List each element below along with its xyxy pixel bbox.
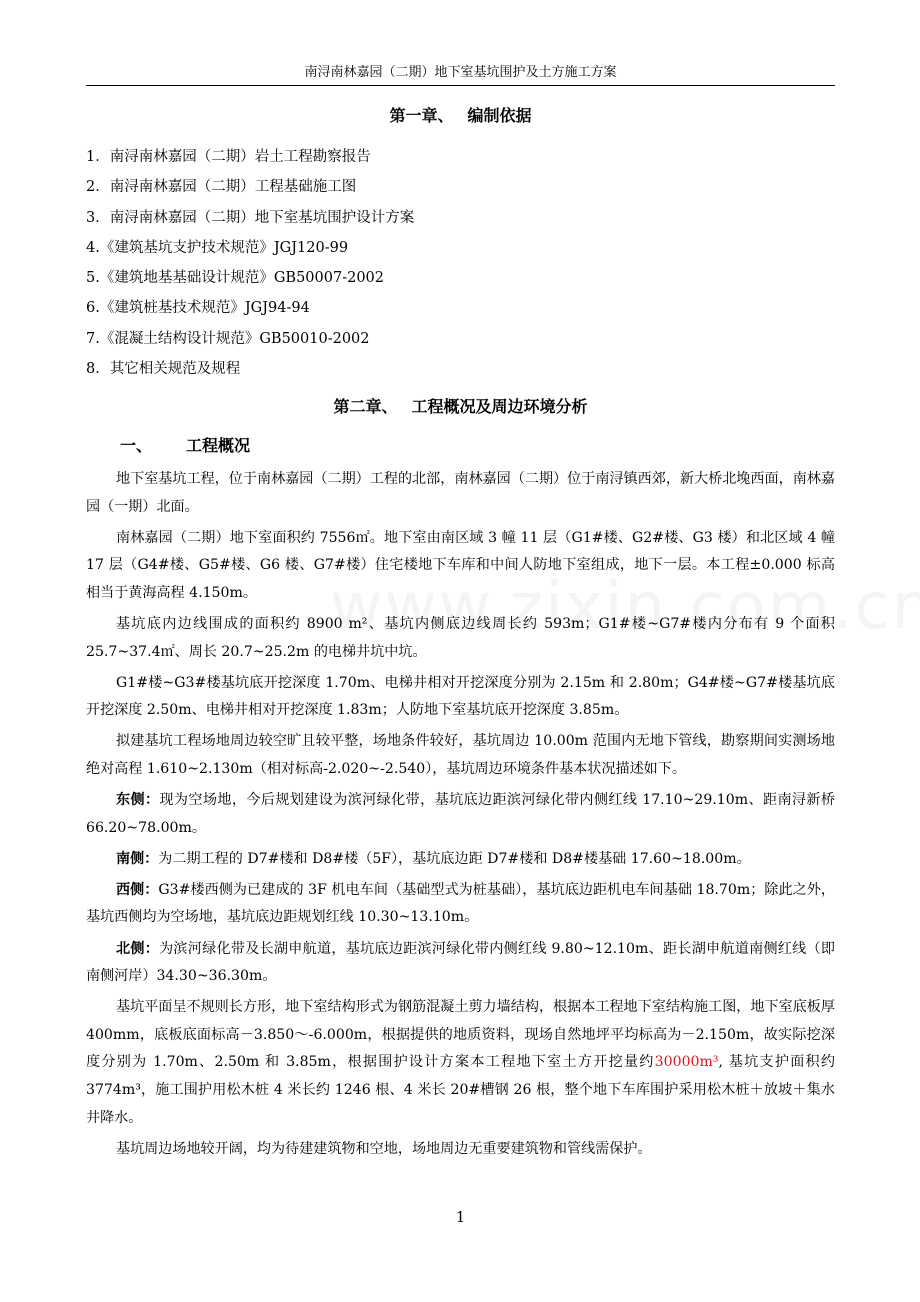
page-number: 1 xyxy=(455,1208,466,1226)
paragraph-east-side xyxy=(86,787,835,842)
reference-item: 2．南浔南林嘉园（二期）工程基础施工图 xyxy=(86,179,357,196)
south-side-label: 南侧： xyxy=(116,850,159,867)
excavation-volume: 30000m³ xyxy=(654,1054,719,1071)
chapter-1-number: 第一章、 xyxy=(389,106,454,125)
paragraph-site: 拟建基坑工程场地周边较空旷且较平整，场地条件较好，基坑周边 10.00m 范围内无地下管线，勘察期间实测场地绝对高程 1.610~2.130m（相对标高-2.020~-2.540），基坑周边环境条件基本状况描述如下。 xyxy=(86,733,835,777)
body-text xyxy=(86,466,835,1163)
north-side-label: 北侧： xyxy=(116,940,160,957)
chapter-2-heading xyxy=(86,395,835,419)
east-side-label: 东侧： xyxy=(116,792,160,809)
north-side-text: 为滨河绿化带及长湖申航道，基坑底边距滨河绿化带内侧红线 9.80~12.10m、距长湖申航道南侧红线（即南侧河岸）34.30~36.30m。 xyxy=(86,940,835,985)
section-1-heading xyxy=(120,434,250,458)
running-header: 南浔南林嘉园（二期）地下室基坑围护及土方施工方案 xyxy=(304,65,617,80)
west-side-label: 西侧： xyxy=(116,881,159,898)
west-side-text: G3#楼西侧为已建成的 3F 机电车间（基础型式为桩基础），基坑底边距机电车间基础 18.70m；除此之外，基坑西侧均为空场地，基坑底边距规划红线 10.30~13.10m。 xyxy=(86,881,835,926)
paragraph-surroundings: 基坑周边场地较开阔，均为待建建筑物和空地，场地周边无重要建筑物和管线需保护。 xyxy=(116,1140,652,1157)
reference-item: 7.《混凝土结构设计规范》GB50010-2002 xyxy=(86,330,370,347)
paragraph-structure xyxy=(86,994,835,1132)
section-1-number: 一、 xyxy=(120,436,153,455)
chapter-2-number: 第二章、 xyxy=(333,397,398,416)
chapter-2-title: 工程概况及周边环境分析 xyxy=(411,397,588,416)
chapter-1-title: 编制依据 xyxy=(467,106,532,125)
reference-item: 6.《建筑桩基技术规范》JGJ94-94 xyxy=(86,300,310,317)
paragraph-south-side xyxy=(86,846,835,874)
reference-item: 5.《建筑地基基础设计规范》GB50007-2002 xyxy=(86,270,384,287)
section-1-title: 工程概况 xyxy=(186,436,251,455)
structure-text-start: 基坑平面呈不规则长方形，地下室结构形式为钢筋混凝土剪力墙结构，根据本工程地下室结构施工图，地下室底板厚 400mm，底板底面标高－3.850～-6.000m，根据提供的地质资料，现场自然地坪平均标高为－2.150m，故实际挖深度分别为 1.70m、2.50m 和 3.85m，根据围护设计方案本工程地下室土方开挖量约 xyxy=(86,999,835,1071)
east-side-text: 现为空场地，今后规划建设为滨河绿化带，基坑底边距滨河绿化带内侧红线 17.10~29.10m、距南浔新桥 66.20~78.00m。 xyxy=(86,792,835,836)
paragraph-area: 南林嘉园（二期）地下室面积约 7556㎡。地下室由南区域 3 幢 11 层（G1#楼、G2#楼、G3 楼）和北区域 4 幢 17 层（G4#楼、G5#楼、G6 楼、G7#楼）住宅楼地下车库和中间人防地下室组成，地下一层。本工程±0.000 标高相当于黄海高程 4.150m。 xyxy=(86,529,835,601)
reference-item: 1．南浔南林嘉园（二期）岩土工程勘察报告 xyxy=(86,149,371,165)
reference-item: 8．其它相关规范及规程 xyxy=(86,361,241,378)
south-side-text: 为二期工程的 D7#楼和 D8#楼（5F），基坑底边距 D7#楼和 D8#楼基础 17.60~18.00m。 xyxy=(158,850,751,867)
paragraph-pit-area: 基坑底内边线围成的面积约 8900 m²、基坑内侧底边线周长约 593m；G1#楼~G7#楼内分布有 9 个面积 25.7~37.4㎡、周长 20.7~25.2m 的电梯井坑中坑。 xyxy=(86,615,835,660)
chapter-1-heading xyxy=(86,104,835,128)
reference-item: 3．南浔南林嘉园（二期）地下室基坑围护设计方案 xyxy=(86,209,415,226)
paragraph-west-side xyxy=(86,877,835,932)
structure-text-end: , 基坑支护面积约 3774m³，施工围护用松木桩 4 米长约 1246 根、4 米长 20#槽钢 26 根，整个地下车库围护采用松木桩＋放坡＋集水井降水。 xyxy=(86,1054,835,1126)
paragraph-depth: G1#楼~G3#楼基坑底开挖深度 1.70m、电梯井相对开挖深度分别为 2.15m 和 2.80m；G4#楼~G7#楼基坑底开挖深度 2.50m、电梯井相对开挖深度 1.83m；人防地下室基坑底开挖深度 3.85m。 xyxy=(86,674,835,719)
reference-list xyxy=(86,142,835,384)
header-rule xyxy=(86,85,835,86)
paragraph-north-side xyxy=(86,936,835,991)
paragraph-location: 地下室基坑工程，位于南林嘉园（二期）工程的北部，南林嘉园（二期）位于南浔镇西郊，新大桥北堍西面，南林嘉园（一期）北面。 xyxy=(86,471,835,515)
reference-item: 4.《建筑基坑支护技术规范》JGJ120-99 xyxy=(86,239,349,256)
